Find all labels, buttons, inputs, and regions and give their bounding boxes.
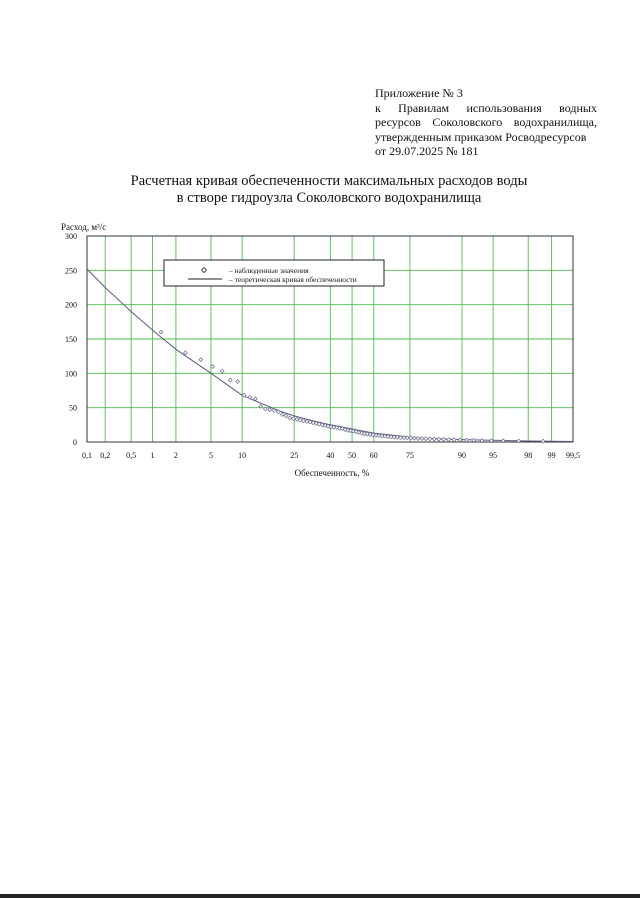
observed-point: [412, 436, 416, 440]
y-tick-label: 0: [73, 438, 77, 447]
observed-point: [458, 438, 462, 442]
x-tick-label: 2: [173, 451, 178, 460]
observed-point: [276, 410, 280, 414]
observed-point: [236, 380, 240, 384]
x-tick-label: 0,5: [126, 451, 137, 460]
observed-point: [437, 437, 441, 441]
y-tick-label: 300: [65, 232, 77, 241]
observed-point: [295, 417, 299, 421]
observed-point: [541, 439, 545, 443]
observed-point: [416, 437, 420, 441]
observed-point: [199, 358, 203, 362]
x-tick-label: 50: [348, 451, 357, 460]
observed-point: [159, 330, 163, 334]
appendix-date: от 29.07.2025 № 181: [375, 144, 479, 158]
observed-point: [288, 416, 292, 420]
x-tick-label: 60: [369, 451, 378, 460]
observed-point: [302, 419, 306, 423]
legend-observed-label: – наблюденные значения: [229, 266, 309, 275]
observed-point: [183, 351, 187, 355]
x-tick-label: 75: [405, 451, 414, 460]
x-tick-label: 98: [524, 451, 533, 460]
observed-point: [428, 437, 432, 441]
observed-point: [284, 414, 288, 418]
x-tick-label: 10: [238, 451, 247, 460]
x-tick-label: 40: [326, 451, 335, 460]
x-tick-label: 1: [150, 451, 155, 460]
x-tick-label: 99: [547, 451, 556, 460]
observed-point: [442, 437, 446, 441]
x-tick-label: 0,1: [82, 451, 92, 460]
x-tick-label: 99,5: [566, 451, 580, 460]
appendix-line-4: утвержденным приказом Росводресурсов: [375, 129, 587, 144]
chart-title-line-1: Расчетная кривая обеспеченности максимальных расходов воды: [130, 173, 528, 189]
x-tick-label: 95: [489, 451, 498, 460]
appendix-number: Приложение № 3: [375, 86, 463, 100]
y-tick-label: 150: [65, 335, 77, 344]
observed-point: [424, 437, 428, 441]
y-tick-label: 100: [65, 369, 77, 379]
x-axis-title: Обеспеченность, %: [294, 468, 370, 478]
observed-point: [268, 408, 272, 412]
x-tick-label: 25: [290, 451, 299, 460]
observed-point: [291, 417, 295, 421]
appendix-line-2: к Правилам использования водных: [375, 100, 597, 115]
observed-point: [447, 438, 451, 442]
observed-point: [228, 378, 232, 382]
observed-point: [465, 438, 469, 442]
observed-point: [298, 418, 302, 422]
page-bottom-edge: [0, 894, 640, 898]
y-tick-label: 250: [65, 266, 77, 276]
x-tick-label: 90: [457, 451, 466, 460]
y-tick-label: 200: [65, 300, 77, 310]
observed-point: [220, 369, 224, 373]
y-tick-label: 50: [69, 403, 77, 413]
appendix-line-3: ресурсов Соколовского водохранилища,: [375, 115, 597, 129]
x-tick-label: 0,2: [100, 451, 111, 460]
observed-point: [420, 437, 424, 441]
y-axis-title: Расход, м³/с: [61, 222, 107, 232]
x-tick-label: 5: [208, 451, 213, 460]
observed-point: [452, 438, 456, 442]
chart-title-line-2: в створе гидроузла Соколовского водохранилища: [176, 190, 482, 206]
legend-theoretical-label: – теоретическая кривая обеспеченности: [229, 275, 357, 284]
observed-point: [305, 420, 309, 424]
observed-point: [280, 413, 284, 417]
observed-point: [432, 437, 436, 441]
legend: [164, 260, 384, 286]
